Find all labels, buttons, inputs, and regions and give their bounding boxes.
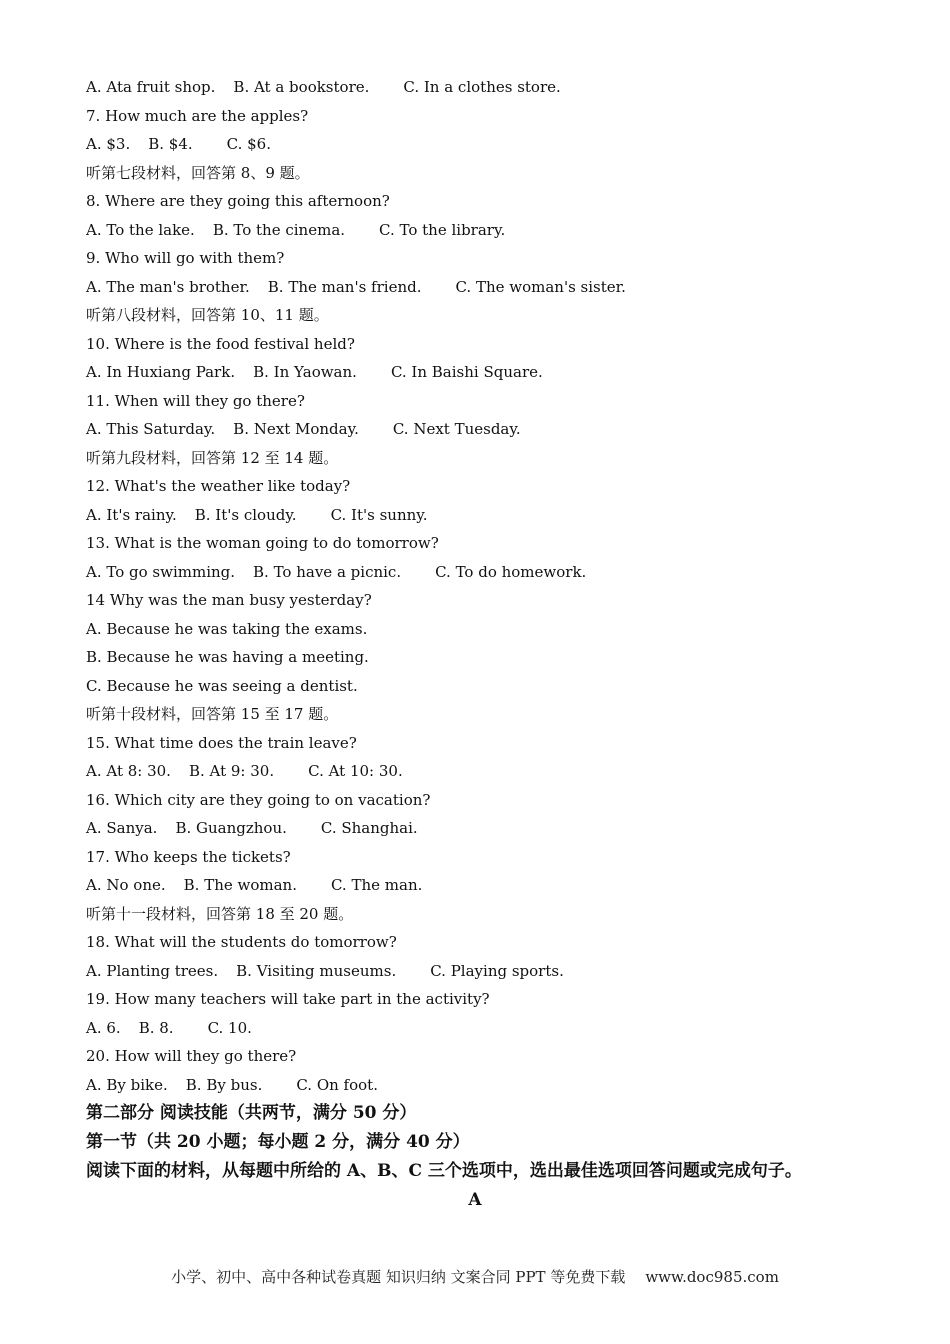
answer-options <box>86 814 886 843</box>
option-a: A. In Huxiang Park. <box>86 363 236 381</box>
option-b: B. To have a picnic. <box>253 562 402 581</box>
option-b: B. At a bookstore. <box>233 78 370 96</box>
answer-options <box>86 358 886 387</box>
answer-options <box>86 558 886 587</box>
question-text: 10. Where is the food festival held? <box>86 334 355 353</box>
option-a: A. This Saturday. <box>86 420 216 438</box>
listening-instruction: 听第八段材料，回答第 10、11 题。 <box>86 306 329 324</box>
section-one-heading: 第一节（共 20 小题；每小题 2 分，满分 40 分） <box>86 1132 470 1152</box>
question-text: 9. Who will go with them? <box>86 249 285 267</box>
option-c: C. Playing sports. <box>430 961 564 980</box>
option-c: C. 10. <box>207 1018 252 1037</box>
option-c: C. On foot. <box>296 1075 378 1094</box>
option-b: B. To the cinema. <box>212 220 346 239</box>
part-two-heading: 第二部分 阅读技能（共两节，满分 50 分） <box>86 1103 417 1123</box>
question-text: 8. Where are they going this afternoon? <box>86 192 390 210</box>
question-text: A. Because he was taking the exams. <box>86 619 368 638</box>
footer-site[interactable]: www.doc985.com <box>645 1268 779 1286</box>
option-c: C. Next Tuesday. <box>392 420 521 438</box>
option-a: A. Ata fruit shop. <box>86 78 216 96</box>
option-a: A. Sanya. <box>86 819 158 837</box>
passage-letter: A <box>468 1190 482 1210</box>
question-text: 7. How much are the apples? <box>86 106 309 125</box>
answer-options <box>86 216 886 245</box>
option-a: A. It's rainy. <box>86 505 177 524</box>
answer-options <box>86 273 886 302</box>
reading-instruction: 阅读下面的材料，从每题中所给的 A、B、C 三个选项中，选出最佳选项回答问题或完成句子。 <box>86 1161 802 1181</box>
option-b: B. Guangzhou. <box>175 819 287 837</box>
question-text: 14 Why was the man busy yesterday? <box>86 591 372 609</box>
answer-options <box>86 415 886 444</box>
answer-options <box>86 871 886 900</box>
option-a: A. 6. <box>86 1018 121 1037</box>
option-c: C. To the library. <box>379 220 506 239</box>
answer-options <box>86 130 886 159</box>
question-text: 20. How will they go there? <box>86 1047 297 1065</box>
option-c: C. At 10: 30. <box>308 762 403 780</box>
option-c: C. The woman's sister. <box>455 277 626 296</box>
option-a: A. To the lake. <box>86 220 195 239</box>
listening-instruction: 听第七段材料，回答第 8、9 题。 <box>86 163 310 182</box>
option-c: C. In Baishi Square. <box>390 363 543 381</box>
answer-options <box>86 1071 886 1100</box>
option-a: A. Planting trees. <box>86 961 219 980</box>
question-text: 17. Who keeps the tickets? <box>86 847 291 866</box>
answer-options <box>86 73 886 102</box>
question-text: 19. How many teachers will take part in the activity? <box>86 990 490 1008</box>
listening-instruction: 听第九段材料，回答第 12 至 14 题。 <box>86 448 339 467</box>
option-a: A. The man's brother. <box>86 277 250 296</box>
page-footer <box>0 1266 950 1287</box>
option-c: C. Shanghai. <box>320 819 418 837</box>
option-b: B. Next Monday. <box>233 420 359 438</box>
answer-options <box>86 757 886 786</box>
exam-content <box>86 73 886 1215</box>
option-a: A. No one. <box>86 876 166 894</box>
listening-instruction: 听第十段材料，回答第 15 至 17 题。 <box>86 705 339 723</box>
question-lines <box>86 73 886 1099</box>
answer-options <box>86 501 886 530</box>
option-b: B. 8. <box>138 1018 174 1037</box>
option-a: A. At 8: 30. <box>86 762 171 780</box>
question-text: C. Because he was seeing a dentist. <box>86 676 358 695</box>
footer-text: 小学、初中、高中各种试卷真题 知识归纳 文案合同 PPT 等免费下载 <box>171 1268 626 1286</box>
option-b: B. By bus. <box>185 1075 263 1094</box>
listening-instruction: 听第十一段材料，回答第 18 至 20 题。 <box>86 904 354 923</box>
question-text: 13. What is the woman going to do tomorrow? <box>86 534 439 552</box>
option-b: B. Visiting museums. <box>236 961 397 980</box>
question-text: 18. What will the students do tomorrow? <box>86 933 397 951</box>
option-b: B. It's cloudy. <box>194 505 297 524</box>
option-b: B. In Yaowan. <box>253 363 357 381</box>
option-c: C. The man. <box>330 876 423 894</box>
option-c: C. In a clothes store. <box>403 78 561 96</box>
answer-options <box>86 957 886 986</box>
option-b: B. At 9: 30. <box>188 762 275 780</box>
option-c: C. $6. <box>226 135 271 153</box>
option-b: B. The woman. <box>183 876 297 894</box>
option-c: C. To do homework. <box>435 562 587 581</box>
option-a: A. To go swimming. <box>86 562 236 581</box>
option-b: B. The man's friend. <box>267 277 422 296</box>
question-text: 15. What time does the train leave? <box>86 733 357 752</box>
question-text: 16. Which city are they going to on vacation? <box>86 790 431 809</box>
option-a: A. By bike. <box>86 1075 168 1094</box>
option-a: A. $3. <box>86 135 131 153</box>
question-text: B. Because he was having a meeting. <box>86 648 369 666</box>
option-b: B. $4. <box>148 135 193 153</box>
question-text: 12. What's the weather like today? <box>86 477 351 495</box>
option-c: C. It's sunny. <box>330 505 428 524</box>
answer-options <box>86 1014 886 1043</box>
question-text: 11. When will they go there? <box>86 391 305 410</box>
